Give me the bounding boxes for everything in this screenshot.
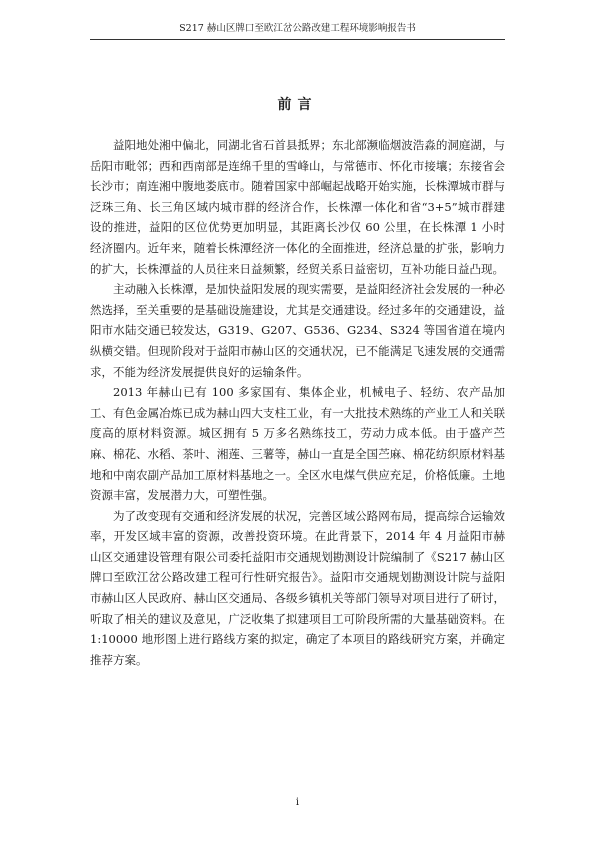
page-title: 前言 bbox=[277, 97, 318, 113]
running-header: S217 赫山区牌口至欧江岔公路改建工程环境影响报告书 bbox=[179, 23, 416, 34]
paragraph: 2013 年赫山已有 100 多家国有、集体企业，机械电子、轻纺、农产品加工、有色金属冶炼已成为赫山四大支柱工业，有一大批技术熟练的产业工人和关联度高的原材料资源。城区拥有 5 万多名熟练技工，劳动力成本低。由于盛产苎麻、棉花、水稻、茶叶、湘莲、三薯等，赫山一直是全国苎麻、棉花纺织原材料基地和中南农副产品加工原材料基地之一。全区水电煤气供应充足，价格低廉。土地资源丰富，发展潜力大，可塑性强。 bbox=[90, 385, 505, 503]
paragraph: 为了改变现有交通和经济发展的状况，完善区域公路网布局，提高综合运输效率，开发区域丰富的资源，改善投资环境。在此背景下，2014 年 4 月益阳市赫山区交通建设管理有限公司委托益阳市交通规划勘测设计院编制了《S217 赫山区牌口至欧江岔公路改建工程可行性研究报告》。益阳市交通规划勘测设计院与益阳市赫山区人民政府、赫山区交通局、各级乡镇机关等部门领导对项目进行了研讨，听取了相关的建议及意见，广泛收集了拟建项目工可阶段所需的大量基础资料。在 1:10000 地形图上进行路线方案的拟定，确定了本项目的路线研究方案，并确定推荐方案。 bbox=[90, 508, 505, 667]
header-rule bbox=[90, 39, 505, 40]
paragraph: 主动融入长株潭，是加快益阳发展的现实需要，是益阳经济社会发展的一种必然选择，至关重要的是基础设施建设，尤其是交通建设。经过多年的交通建设，益阳市水陆交通已较发达，G319、G207、G536、G234、S324 等国省道在境内纵横交错。但现阶段对于益阳市赫山区的交通状况，已不能满足飞速发展的交通需求，不能为经济发展提供良好的运输条件。 bbox=[90, 282, 505, 379]
paragraph: 益阳地处湘中偏北，同湖北省石首县抵界；东北部濒临烟波浩淼的洞庭湖，与岳阳市毗邻；西和西南部是连绵千里的雪峰山，与常德市、怀化市接壤；东接省会长沙市；南连湘中腹地娄底市。随着国家中部崛起战略开始实施，长株潭城市群与泛珠三角、长三角区域内城市群的经济合作，长株潭一体化和省“3+5”城市群建设的推进，益阳的区位优势更加明显，其距离长沙仅 60 公里，在长株潭 1 小时经济圈内。近年来，随着长株潭经济一体化的全面推进，经济总量的扩张，影响力的扩大，长株潭益的人员往来日益频繁，经贸关系日益密切，互补功能日益凸现。 bbox=[90, 138, 505, 276]
body-text bbox=[90, 135, 505, 670]
page-number: i bbox=[295, 797, 300, 808]
